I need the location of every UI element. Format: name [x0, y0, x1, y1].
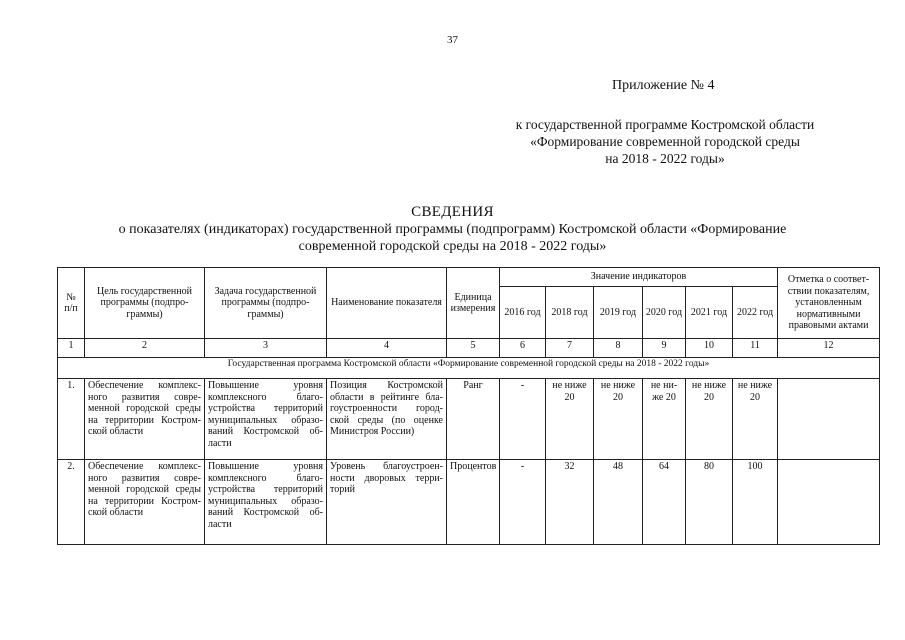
- header-year: 2016 год: [500, 287, 546, 339]
- document-subtitle: о показателях (индикаторах) государственной программы (подпрограмм) Костромской области «Формирование современной городской среды на 2018 - 2022 годы»: [118, 222, 787, 254]
- row-value: 48: [594, 460, 643, 545]
- column-number: 11: [733, 339, 778, 358]
- column-number: 10: [686, 339, 733, 358]
- row-task: Повышение уровня комплексного благо-устройства территорий муниципальных образо-ваний Костромской об-ласти: [205, 460, 327, 545]
- column-number: 9: [643, 339, 686, 358]
- row-num: 1.: [58, 379, 85, 460]
- row-value: 64: [643, 460, 686, 545]
- row-value: не ниже 20: [594, 379, 643, 460]
- row-num: 2.: [58, 460, 85, 545]
- header-unit: Единица измерения: [447, 268, 500, 339]
- header-year: 2019 год: [594, 287, 643, 339]
- column-number-row: [58, 339, 880, 358]
- row-goal: Обеспечение комплекс-ного развития совре-менной городской среды на территории Костром-ской области: [85, 460, 205, 545]
- row-indicator: Уровень благоустроен-ности дворовых терри-торий: [327, 460, 447, 545]
- column-number: 4: [327, 339, 447, 358]
- row-value: не ниже 20: [686, 379, 733, 460]
- column-number: 12: [778, 339, 880, 358]
- row-value: -: [500, 460, 546, 545]
- row-unit: Ранг: [447, 379, 500, 460]
- appendix-subtitle: [470, 116, 860, 167]
- program-name: Государственная программа Костромской области «Формирование современной городской среды на 2018 - 2022 годы»: [58, 358, 880, 379]
- header-mark: Отметка о соответ-ствии показателям, установленным нормативными правовыми актами: [778, 268, 880, 339]
- column-number: 1: [58, 339, 85, 358]
- header-row-1: [58, 268, 880, 287]
- column-number: 6: [500, 339, 546, 358]
- column-number: 5: [447, 339, 500, 358]
- program-row: [58, 358, 880, 379]
- row-mark: [778, 379, 880, 460]
- row-value: 80: [686, 460, 733, 545]
- appendix-line-3: на 2018 - 2022 годы»: [605, 151, 725, 166]
- table-row: [58, 460, 880, 545]
- row-task: Повышение уровня комплексного благо-устройства территорий муниципальных образо-ваний Костромской об-ласти: [205, 379, 327, 460]
- row-mark: [778, 460, 880, 545]
- row-value: -: [500, 379, 546, 460]
- header-values-group: Значение индикаторов: [500, 268, 778, 287]
- appendix-line-1: к государственной программе Костромской области: [515, 117, 815, 132]
- row-indicator: Позиция Костромской области в рейтинге бла-гоустроенности город-ской среды (по оценке Министроя России): [327, 379, 447, 460]
- row-value: не ни-же 20: [643, 379, 686, 460]
- header-goal: Цель государственной программы (подпро-граммы): [85, 268, 205, 339]
- header-indicator: Наименование показателя: [327, 268, 447, 339]
- column-number: 8: [594, 339, 643, 358]
- header-year: 2022 год: [733, 287, 778, 339]
- header-year: 2018 год: [546, 287, 594, 339]
- row-value: не ниже 20: [546, 379, 594, 460]
- row-value: не ниже 20: [733, 379, 778, 460]
- page-number: 37: [447, 34, 458, 46]
- appendix-title: Приложение № 4: [612, 78, 715, 93]
- column-number: 2: [85, 339, 205, 358]
- row-goal: Обеспечение комплекс-ного развития совре-менной городской среды на территории Костром-ской области: [85, 379, 205, 460]
- row-unit: Процентов: [447, 460, 500, 545]
- header-year: 2021 год: [686, 287, 733, 339]
- header-num: № п/п: [58, 268, 85, 339]
- row-value: 32: [546, 460, 594, 545]
- header-task: Задача государственной программы (подпро-граммы): [205, 268, 327, 339]
- column-number: 3: [205, 339, 327, 358]
- column-number: 7: [546, 339, 594, 358]
- table-row: [58, 379, 880, 460]
- row-value: 100: [733, 460, 778, 545]
- indicators-table: [57, 267, 880, 545]
- appendix-line-2: «Формирование современной городской среды: [530, 134, 800, 149]
- document-title: СВЕДЕНИЯ: [411, 204, 494, 220]
- header-year: 2020 год: [643, 287, 686, 339]
